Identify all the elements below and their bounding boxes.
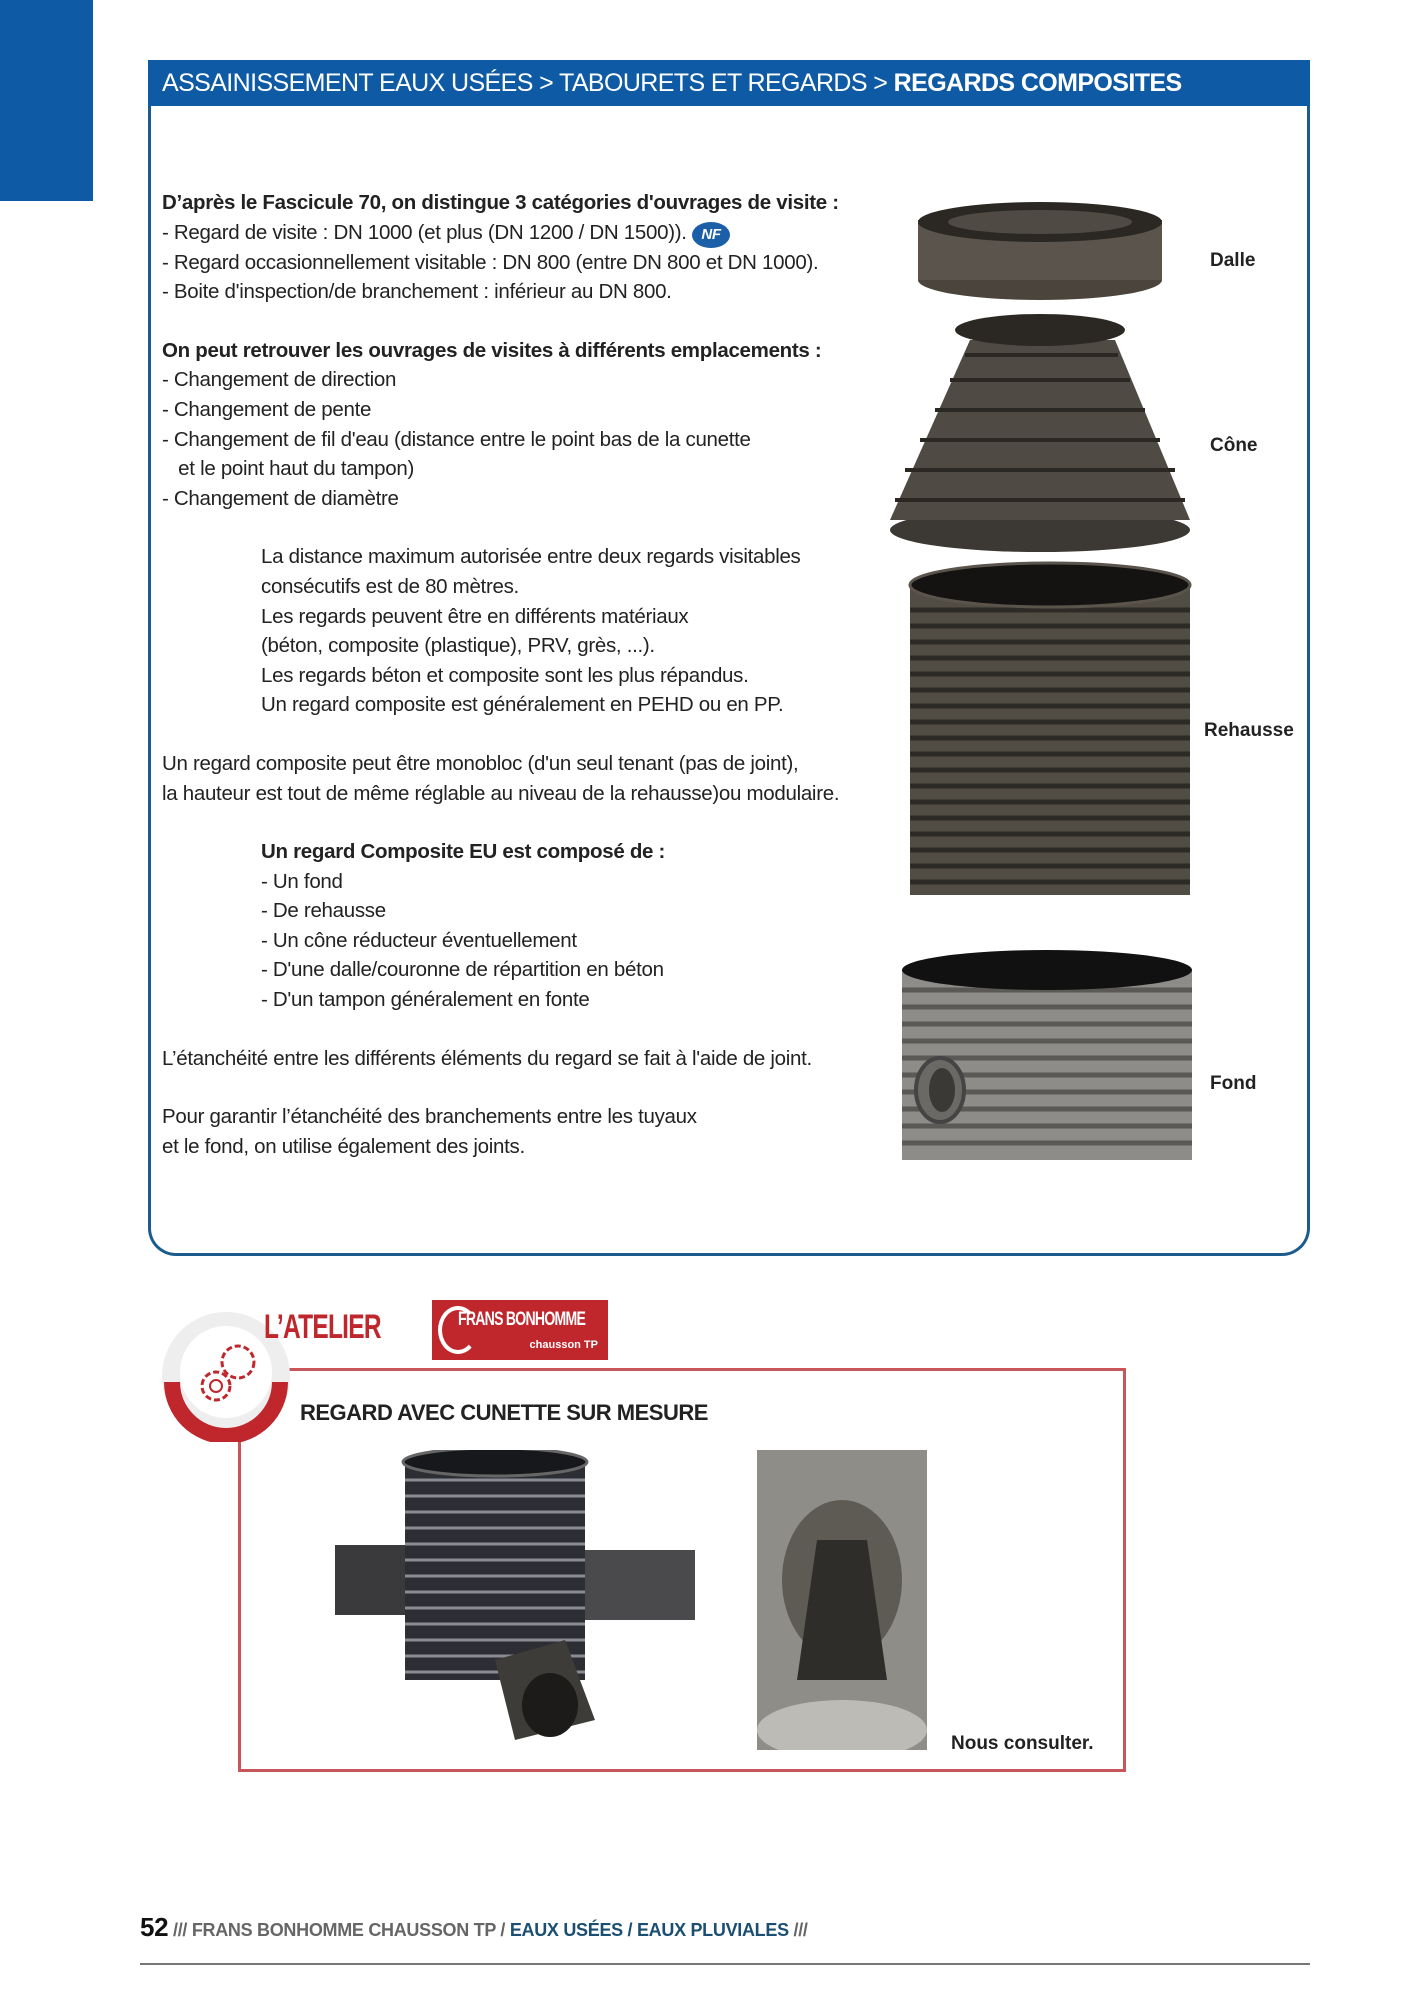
intro-title: D’après le Fascicule 70, on distingue 3 catégories d'ouvrages de visite :	[162, 191, 839, 214]
note-line: La distance maximum autorisée entre deux regards visitables	[261, 545, 801, 569]
cunette-interior-photo	[757, 1450, 927, 1750]
places-item: - Changement de pente	[162, 397, 372, 421]
atelier-heading: REGARD AVEC CUNETTE SUR MESURE	[300, 1400, 708, 1425]
composition-item: - D'une dalle/couronne de répartition en béton	[261, 958, 664, 982]
places-title: On peut retrouver les ouvrages de visites à différents emplacements :	[162, 338, 822, 362]
fond-image	[902, 950, 1192, 1160]
places-item: et le point haut du tampon)	[162, 457, 414, 481]
places-item: - Changement de direction	[162, 368, 397, 392]
composition-item: - D'un tampon généralement en fonte	[261, 988, 590, 1012]
monobloc-line: la hauteur est tout de même réglable au niveau de la rehausse)ou modulaire.	[162, 781, 840, 805]
frans-bonhomme-logo	[432, 1300, 608, 1360]
part-label-rehausse: Rehausse	[1204, 720, 1294, 741]
note-line: consécutifs est de 80 mètres.	[261, 574, 519, 598]
composition-item: - De rehausse	[261, 899, 386, 923]
cone-image	[890, 314, 1190, 552]
main-text	[162, 188, 839, 1161]
logo-subtext: chausson TP	[529, 1339, 598, 1351]
regard-cunette-photo	[335, 1450, 705, 1740]
rehausse-image	[910, 563, 1190, 895]
nf-badge-icon: NF	[692, 222, 730, 248]
etancheite-text: L’étanchéité entre les différents éléments du regard se fait à l'aide de joint.	[162, 1046, 812, 1070]
branchements-line: et le fond, on utilise également des joints.	[162, 1134, 525, 1158]
breadcrumb-current: REGARDS COMPOSITES	[893, 69, 1182, 97]
monobloc-line: Un regard composite peut être monobloc (d'un seul tenant (pas de joint),	[162, 751, 799, 775]
logo-text: FRANS BONHOMME	[458, 1309, 586, 1330]
part-label-dalle: Dalle	[1210, 250, 1256, 271]
intro-item: - Boite d'inspection/de branchement : inférieur au DN 800.	[162, 280, 672, 304]
breadcrumb-path: ASSAINISSEMENT EAUX USÉES > TABOURETS ET REGARDS >	[162, 69, 894, 97]
blue-tab	[0, 0, 93, 201]
places-item: - Changement de diamètre	[162, 486, 399, 510]
composition-item: - Un fond	[261, 869, 343, 893]
footer-brand: /// FRANS BONHOMME CHAUSSON TP /	[168, 1920, 510, 1940]
footer-end: ///	[788, 1920, 808, 1940]
footer-section: EAUX USÉES / EAUX PLUVIALES	[509, 1920, 789, 1940]
atelier-note: Nous consulter.	[951, 1733, 1094, 1754]
page-number: 52	[140, 1912, 169, 1942]
note-line: Un regard composite est généralement en PEHD ou en PP.	[261, 693, 784, 717]
dalle-image	[918, 202, 1162, 300]
composition-title: Un regard Composite EU est composé de :	[261, 840, 666, 864]
part-label-cone: Cône	[1210, 435, 1258, 456]
page-footer	[140, 1912, 808, 1943]
composition-item: - Un cône réducteur éventuellement	[261, 928, 577, 952]
atelier-title: L’ATELIER	[264, 1308, 381, 1346]
part-label-fond: Fond	[1210, 1073, 1257, 1094]
places-item: - Changement de fil d'eau (distance entre le point bas de la cunette	[162, 427, 751, 451]
intro-item-text: - Regard de visite : DN 1000 (et plus (DN 1200 / DN 1500)).	[162, 220, 687, 244]
note-line: (béton, composite (plastique), PRV, grès, ...).	[261, 634, 655, 658]
footer-divider	[140, 1963, 1310, 1965]
intro-item: - Regard occasionnellement visitable : DN 800 (entre DN 800 et DN 1000).	[162, 250, 819, 274]
note-line: Les regards peuvent être en différents matériaux	[261, 604, 689, 628]
regard-parts-illustration	[890, 200, 1210, 1200]
branchements-line: Pour garantir l’étanchéité des branchements entre les tuyaux	[162, 1105, 697, 1129]
breadcrumb	[148, 60, 1310, 106]
note-line: Les regards béton et composite sont les plus répandus.	[261, 663, 749, 687]
intro-item	[162, 218, 839, 248]
